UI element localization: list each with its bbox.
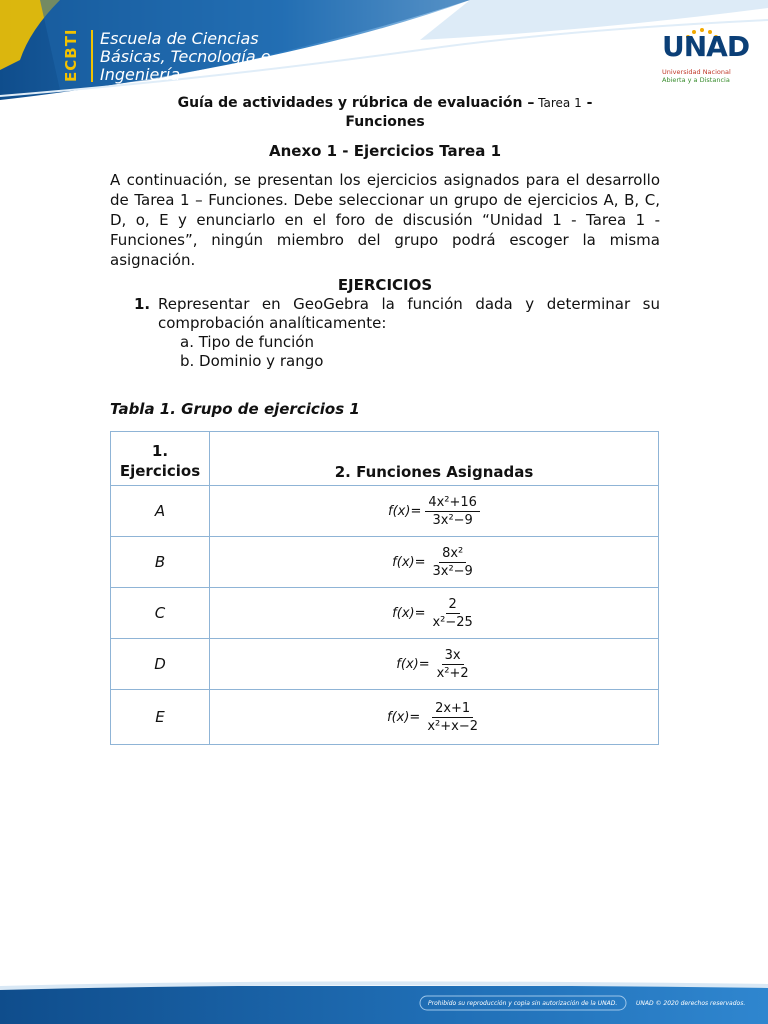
fraction bbox=[429, 546, 475, 579]
title-line-2: Funciones bbox=[345, 114, 425, 130]
exercise-letter: C bbox=[111, 588, 210, 639]
function-cell bbox=[210, 486, 659, 537]
table-row bbox=[111, 639, 659, 690]
exercise-1-item-a: a. Tipo de función bbox=[180, 333, 314, 351]
exercise-letter: E bbox=[111, 690, 210, 745]
denominator: x²+2 bbox=[436, 665, 469, 681]
denominator: 3x²−9 bbox=[432, 563, 473, 579]
exercise-1-text: Representar en GeoGebra la función dada y determinar su comprobación analíticamente: bbox=[158, 295, 660, 332]
ecbti-divider bbox=[91, 30, 93, 82]
formula-lhs: f(x)= bbox=[392, 605, 426, 621]
header-exercises-line-2: Ejercicios bbox=[119, 462, 201, 480]
functions-table bbox=[110, 431, 659, 745]
exercise-1 bbox=[134, 295, 660, 371]
numerator: 2x+1 bbox=[432, 701, 473, 718]
table-header-row bbox=[111, 432, 659, 486]
document-title bbox=[110, 94, 660, 132]
annex-heading: Anexo 1 - Ejercicios Tarea 1 bbox=[268, 142, 502, 160]
exercise-1-number: 1. bbox=[134, 295, 151, 313]
denominator: x²−25 bbox=[432, 614, 473, 630]
school-line-3: Ingeniería bbox=[100, 65, 181, 84]
formula-lhs: f(x)= bbox=[396, 656, 430, 672]
footer-copyright: UNAD © 2020 derechos reservados. bbox=[636, 1000, 746, 1007]
numerator: 3x bbox=[442, 648, 464, 665]
denominator: x²+x−2 bbox=[427, 718, 478, 734]
denominator: 3x²−9 bbox=[432, 512, 473, 528]
fraction bbox=[424, 701, 481, 734]
numerator: 2 bbox=[446, 597, 460, 614]
school-name bbox=[100, 30, 271, 84]
exercise-letter: D bbox=[111, 639, 210, 690]
table-row bbox=[111, 537, 659, 588]
school-line-2: Básicas, Tecnología e bbox=[100, 47, 271, 66]
function-cell bbox=[210, 537, 659, 588]
numerator: 8x² bbox=[439, 546, 466, 563]
function-cell bbox=[210, 690, 659, 745]
exercises-heading: EJERCICIOS bbox=[337, 276, 433, 294]
title-main: Guía de actividades y rúbrica de evaluación – bbox=[177, 95, 535, 111]
header-exercises-line-1: 1. bbox=[151, 442, 169, 460]
footer-note: Prohibido su reproducción y copia sin autorización de la UNAD. bbox=[428, 1000, 618, 1007]
table-row bbox=[111, 486, 659, 537]
fraction bbox=[429, 597, 475, 630]
header-exercises bbox=[111, 432, 210, 486]
function-cell bbox=[210, 588, 659, 639]
fraction bbox=[425, 495, 480, 528]
fraction bbox=[434, 648, 472, 681]
numerator: 4x²+16 bbox=[425, 495, 480, 512]
function-formula bbox=[387, 701, 481, 734]
school-line-1: Escuela de Ciencias bbox=[100, 29, 259, 48]
function-cell bbox=[210, 639, 659, 690]
logo-subtitle bbox=[662, 68, 731, 84]
function-formula bbox=[392, 597, 476, 630]
table-row bbox=[111, 690, 659, 745]
exercise-letter: A bbox=[111, 486, 210, 537]
exercise-1-item-b: b. Dominio y rango bbox=[180, 352, 324, 370]
function-formula bbox=[396, 648, 471, 681]
logo-sub-line-2: Abierta y a Distancia bbox=[662, 76, 730, 84]
formula-lhs: f(x)= bbox=[388, 503, 422, 519]
formula-lhs: f(x)= bbox=[392, 554, 426, 570]
header-functions: 2. Funciones Asignadas bbox=[210, 432, 659, 486]
function-formula bbox=[392, 546, 476, 579]
logo-sub-line-1: Universidad Nacional bbox=[662, 68, 731, 76]
table-row bbox=[111, 588, 659, 639]
ecbti-label: ECBTI bbox=[62, 28, 80, 82]
intro-paragraph: A continuación, se presentan los ejercicios asignados para el desarrollo de Tarea 1 – Funciones. Debe seleccionar un grupo de ejercicios A, B, C, D, o, E y enunciarlo en el foro de discusión “Unidad 1 - Tarea 1 - Funciones”, ningún miembro del grupo podrá escoger la misma asignación. bbox=[110, 171, 660, 269]
formula-lhs: f(x)= bbox=[387, 709, 421, 725]
exercise-letter: B bbox=[111, 537, 210, 588]
logo-wordmark: UNAD bbox=[662, 30, 750, 63]
title-task: Tarea 1 bbox=[534, 96, 582, 110]
table-caption: Tabla 1. Grupo de ejercicios 1 bbox=[110, 400, 360, 418]
function-formula bbox=[388, 495, 480, 528]
title-dash: - bbox=[581, 95, 593, 111]
